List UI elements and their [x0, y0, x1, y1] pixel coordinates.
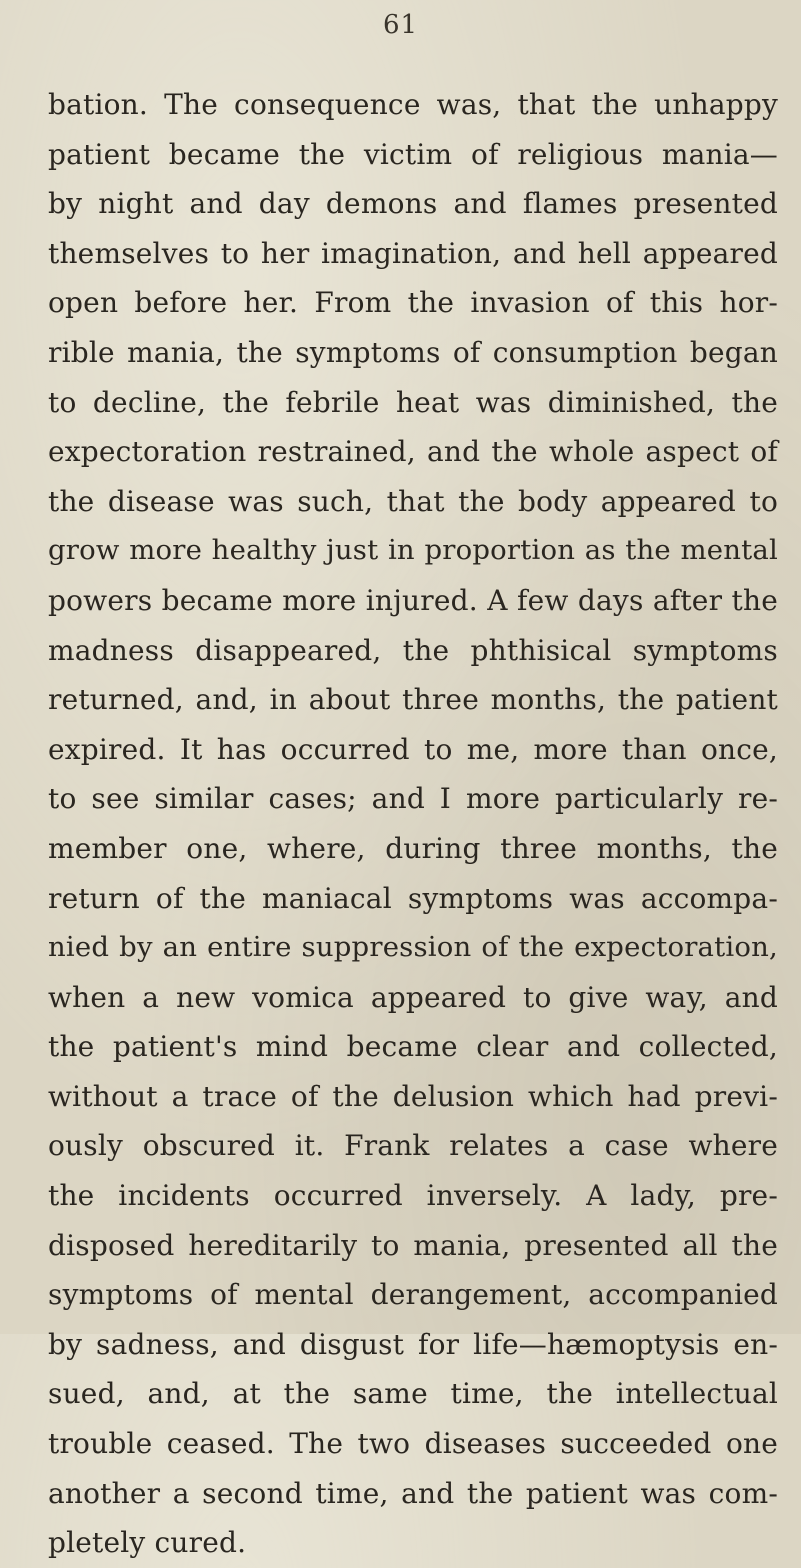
- text-line-6: rible mania, the symptoms of consumption began: [48, 335, 778, 369]
- text-line-24: disposed hereditarily to mania, presented all the: [48, 1228, 778, 1262]
- text-line-4: themselves to her imagination, and hell appeared: [48, 236, 778, 270]
- text-line-12: madness disappeared, the phthisical symptoms: [48, 633, 778, 667]
- text-line-16: member one, where, during three months, the: [48, 831, 778, 865]
- text-line-28: trouble ceased. The two diseases succeeded one: [48, 1427, 778, 1461]
- text-line-5: open before her. From the invasion of this hor-: [48, 286, 778, 320]
- body-text: [48, 80, 778, 1568]
- text-line-30: pletely cured.: [48, 1526, 247, 1560]
- text-line-26: by sadness, and disgust for life—hæmoptysis en-: [48, 1327, 778, 1361]
- text-line-22: ously obscured it. Frank relates a case where: [48, 1129, 778, 1163]
- text-line-17: return of the maniacal symptoms was accompa-: [48, 881, 778, 915]
- text-line-8: expectoration restrained, and the whole aspect of: [48, 435, 778, 469]
- page-number: 61: [382, 10, 419, 40]
- text-line-19: when a new vomica appeared to give way, and: [48, 980, 778, 1014]
- text-line-2: patient became the victim of religious mania—: [48, 137, 778, 171]
- text-line-25: symptoms of mental derangement, accompanied: [48, 1278, 778, 1312]
- text-line-9: the disease was such, that the body appeared to: [48, 484, 778, 518]
- text-line-7: to decline, the febrile heat was diminished, the: [48, 385, 778, 419]
- text-line-13: returned, and, in about three months, the patient: [48, 683, 778, 717]
- text-line-20: the patient's mind became clear and collected,: [48, 1030, 778, 1064]
- text-line-15: to see similar cases; and I more particularly re-: [48, 782, 778, 816]
- text-line-27: sued, and, at the same time, the intellectual: [48, 1377, 778, 1411]
- text-line-14: expired. It has occurred to me, more than once,: [48, 732, 778, 766]
- text-line-10: grow more healthy just in proportion as the mental: [48, 534, 778, 567]
- text-line-29: another a second time, and the patient was com-: [48, 1476, 778, 1510]
- text-line-21: without a trace of the delusion which had previ-: [48, 1079, 778, 1113]
- text-line-3: by night and day demons and flames presented: [48, 187, 778, 221]
- text-line-11: powers became more injured. A few days after the: [48, 583, 778, 617]
- text-line-18: nied by an entire suppression of the expectoration,: [48, 931, 778, 964]
- text-line-23: the incidents occurred inversely. A lady, pre-: [48, 1179, 778, 1213]
- text-line-1: bation. The consequence was, that the unhappy: [48, 88, 778, 121]
